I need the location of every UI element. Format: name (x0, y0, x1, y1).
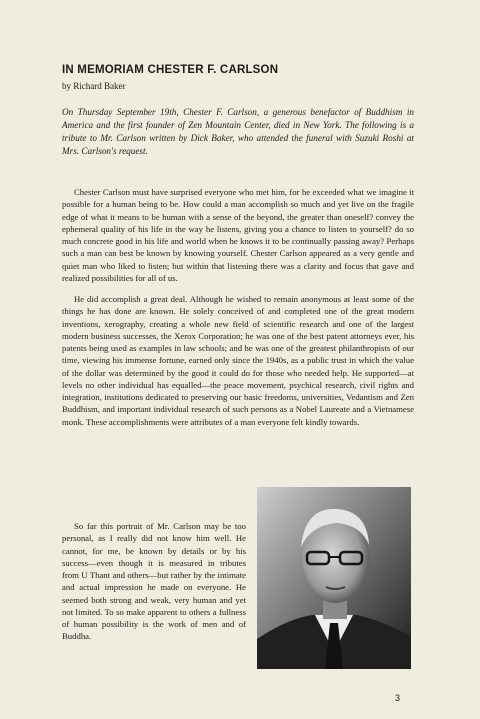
article-intro: On Thursday September 19th, Chester F. Carlson, a generous benefactor of Buddhism in America and the first founder of Zen Mountain Center, died in New York. The following is a tribute to Mr. Carlson written by Dick Baker, who attended the funeral with Suzuki Roshi at Mrs. Carlson's request. (62, 107, 414, 157)
page-number: 3 (395, 693, 401, 703)
paragraph-3: So far this portrait of Mr. Carlson may be too personal, as I really did not know him well. He cannot, for me, be known by details or by his success—even though it is measured in tributes from U Thant and others—but rather by the intimate and actual impression he made on everyone. He seemed both strong and weak, very human and yet not limited. To so make apparent to others a fullness of human possibility is the work of men and of Buddha. (62, 521, 246, 642)
paragraph-2-text: He did accomplish a great deal. Although he wished to remain anonymous at least some of the things he has done are known. He solely conceived of and completed one of the great modern inventions, xerography, creating a whole new field of scientific research and one of the largest modern business successes, the Xerox Corporation; he was one of the best patent attorneys ever, his patents being used as examples in law schools; and he was one of the greatest philanthropists of our time, viewing his immense fortune, earned only since the 1940s, as a public trust in which the value of the dollar was determined by the good it could do for those who needed help. He supported—at levels no other individual has equalled—the peace movement, psychical research, civil rights and integration, institutions dedicated to preserving our basic freedoms, universities, Vedantism and Zen Buddhism, and important individual research of such persons as a Nobel Laureate and a Vietnamese monk. These accomplishments were attributes of a man everyone felt kindly towards. (62, 294, 414, 427)
article-byline: by Richard Baker (62, 81, 126, 91)
article-title: IN MEMORIAM CHESTER F. CARLSON (62, 64, 279, 76)
paragraph-1: Chester Carlson must have surprised everyone who met him, for he exceeded what we imagine it possible for a human being to be. How could a man accomplish so much and yet live on the fragile edge of what it means to be human with a sense of the beyond, the greater than oneself? convey the ephemeral quality of his life in the way he listens, giving you a chance to listen to yourself? do so much concrete good in his life and world when he knows it to be continually passing away? Perhaps such a man can best be known by knowing yourself. Chester Carlson appeared as a very gentle and quiet man who liked to listen; but within that listening there was a clarity and focus that gave and realized possibilities for all of us. (62, 187, 414, 283)
portrait-photo (257, 487, 411, 669)
